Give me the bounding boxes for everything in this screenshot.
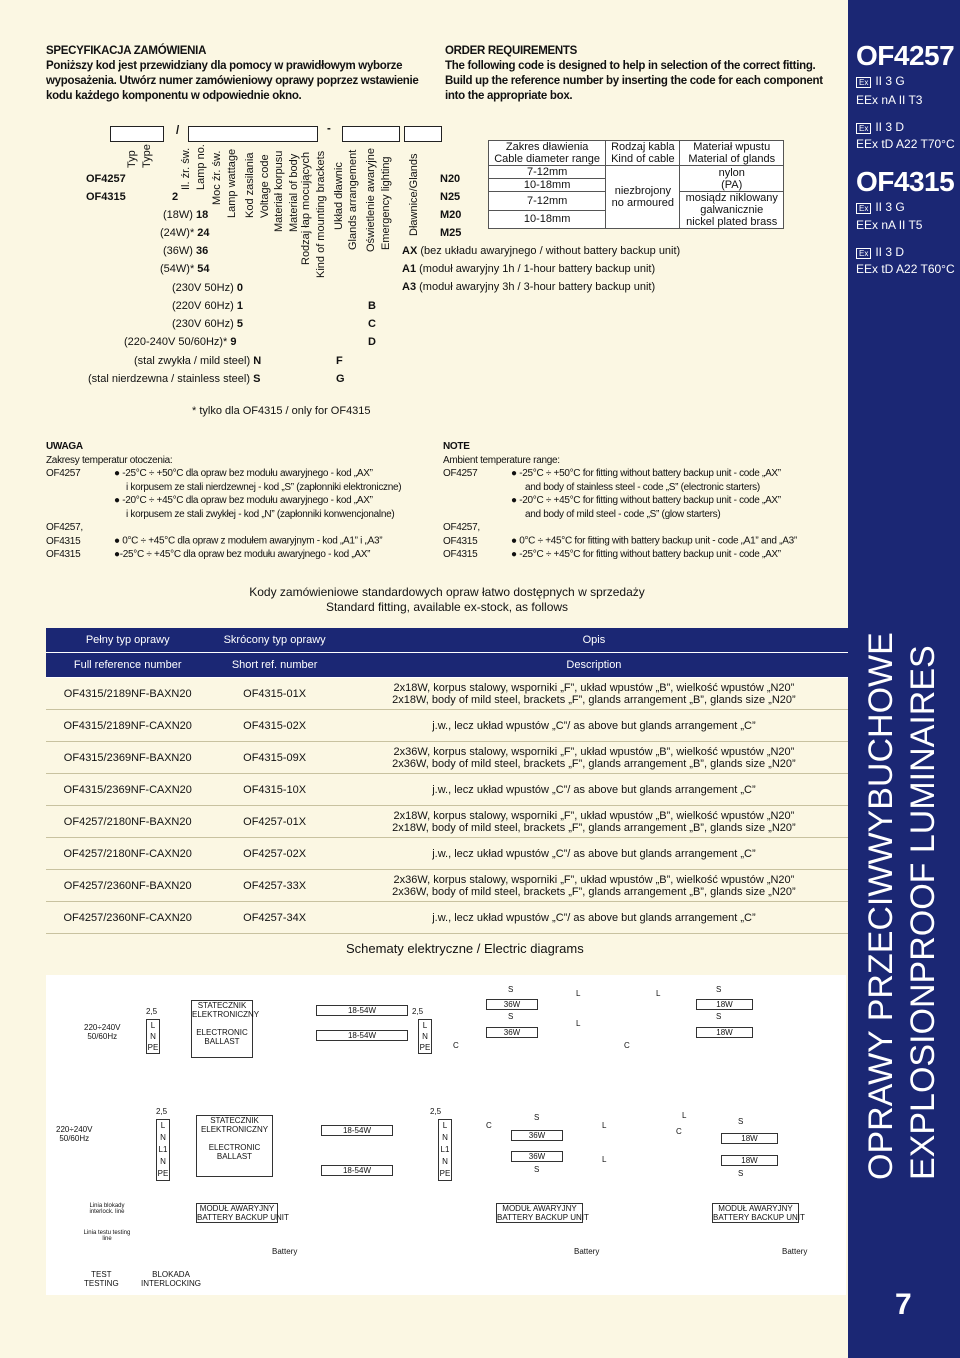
glands-arr-option: C [368, 318, 376, 330]
atex-line: EEx nA II T5 [856, 218, 923, 232]
bracket-option: F [336, 355, 343, 367]
terminal-block: L N L1 N PE [156, 1119, 170, 1181]
emergency-option: AX (bez układu awaryjnego / without battery backup unit) [402, 245, 681, 257]
col-header: Materiał korpusu [273, 150, 285, 232]
spec-pl-title: SPECYFIKACJA ZAMÓWIENIA [46, 45, 207, 57]
std-th: Skrócony typ oprawy [209, 628, 339, 653]
note-line: OF4257, OF4315 ● 0°C ÷ +45°C for fitting with battery backup unit - code „A1” and „A3” [443, 522, 797, 547]
code-box-emergency [342, 126, 400, 142]
spec-pl-body: Poniższy kod jest przewidziany dla pomocy w prawidłowym wyborze wyposażenia. Utwórz numer zamówieniowy oprawy poprzez wstawienie kodu każdego komponentu w odpowiednie okno. [46, 60, 419, 102]
gland-range: 7-12mm [489, 166, 606, 179]
watt-option: (24W)* 24 [160, 227, 210, 239]
col-header: Lamp wattage [226, 148, 238, 218]
diagrams-area [46, 975, 846, 1295]
col-header: Kod zasilania [244, 152, 256, 218]
atex-line: Ex II 3 D [856, 120, 904, 134]
backup-module: MODUŁ AWARYJNY BATTERY BACKUP UNIT [197, 1204, 289, 1222]
col-header: Type [141, 144, 153, 168]
choke-label: L [576, 1019, 581, 1028]
type-label: OF4257 [86, 173, 126, 185]
choke-label: L [656, 989, 661, 998]
atex-line: EEx tD A22 T70°C [856, 137, 955, 151]
terminal-block: L N PE [147, 1021, 159, 1052]
capacitor-label: C [624, 1041, 630, 1050]
code-slash: / [176, 125, 180, 137]
notes-en-title: NOTE [443, 441, 470, 452]
lamp-tube: 18-54W [316, 1030, 408, 1041]
atex-line: Ex II 3 G [856, 74, 905, 88]
note-line: ● -20°C ÷ +45°C for fitting without battery backup unit - code „AX” [511, 495, 781, 506]
terminal-size: 2,5 [430, 1107, 442, 1116]
backup-module: MODUŁ AWARYJNY BATTERY BACKUP UNIT [713, 1204, 805, 1222]
supply-label: 220÷240V 50/60Hz [56, 1125, 93, 1143]
lamp-tube: 18W [721, 1155, 778, 1166]
code-box-main [188, 126, 318, 142]
choke-label: L [682, 1111, 687, 1120]
ballast-box: STATECZNIK ELEKTRONICZNY ELECTRONIC BALLAST [191, 1000, 253, 1058]
sidebar-title-of4315: OF4315 [856, 166, 955, 197]
voltage-option: (230V 60Hz) 5 [172, 318, 243, 330]
choke-label: L [576, 989, 581, 998]
type-value: 2 [172, 191, 179, 203]
note-line: OF4257 ● -25°C ÷ +50°C dla opraw bez modułu awaryjnego - kod „AX” [46, 468, 373, 479]
starter-label: S [534, 1165, 540, 1174]
backup-module: MODUŁ AWARYJNY BATTERY BACKUP UNIT [497, 1204, 589, 1222]
std-table [46, 628, 848, 934]
col-header: Voltage code [259, 154, 271, 218]
ex-icon: Ex [856, 203, 871, 214]
std-th: Opis [340, 628, 848, 653]
gland-mat: nylon (PA) [680, 166, 784, 192]
note-line: OF4257 ● -25°C ÷ +50°C for fitting without battery backup unit - code „AX” [443, 468, 781, 479]
capacitor-label: C [486, 1121, 492, 1130]
bracket-option: G [336, 373, 345, 385]
std-th: Short ref. number [209, 653, 339, 678]
battery-label: Battery [574, 1247, 600, 1256]
table-row: OF4315/2369NF-CAXN20 OF4315-10X j.w., lecz układ wpustów „C”/ as above but glands arrangement „C” [46, 774, 848, 806]
interlock-line-label: Linia blokady interlock. line [89, 1203, 125, 1215]
choke-label: L [602, 1121, 607, 1130]
table-row: OF4315/2189NF-BAXN20 OF4315-01X 2x18W, korpus stalowy, wsporniki „F”, układ wpustów „B”, wielkość wpustów „N20” 2x18W, body of mild steel, brackets „F”, glands arrangement „B”, glands size „N20” [46, 678, 848, 710]
lamp-tube: 18W [696, 1027, 753, 1038]
table-row: OF4315/2369NF-BAXN20 OF4315-09X 2x36W, korpus stalowy, wsporniki „F”, układ wpustów „B”, wielkość wpustów „N20” 2x36W, body of mild steel, brackets „F”, glands arrangement „B”, glands size „N20” [46, 742, 848, 774]
voltage-option: (220-240V 50/60Hz)* 9 [124, 336, 237, 348]
note-line: OF4315 ●-25°C ÷ +45°C dla opraw bez modułu awaryjnego - kod „AX” [46, 549, 371, 560]
std-title-en: Standard fitting, available ex-stock, as follows [325, 600, 569, 614]
gland-th: Materiał wpustu Material of glands [680, 141, 784, 166]
note-line: i korpusem ze stali nierdzewnej - kod „S” (zapłonniki elektroniczne) [126, 481, 402, 493]
vertical-title-pl: OPRAWY PRZECIWWYBUCHOWE [862, 632, 900, 1180]
gland-code: M20 [440, 209, 462, 221]
battery-label: Battery [782, 1247, 808, 1256]
code-box-type [110, 126, 164, 142]
footnote: * tylko dla OF4315 / only for OF4315 [192, 405, 371, 417]
test-label: TEST TESTING [84, 1270, 119, 1288]
starter-label: S [534, 1113, 540, 1122]
atex-line: EEx nA II T3 [856, 93, 923, 107]
gland-th: Rodzaj kabla Kind of cable [606, 141, 680, 166]
note-line: OF4315 ● -25°C ÷ +45°C for fitting without battery backup unit - code „AX” [443, 549, 781, 560]
ex-icon: Ex [856, 248, 871, 259]
code-box-glands [404, 126, 442, 142]
std-title-pl: Kody zamówieniowe standardowych opraw łatwo dostępnych w sprzedaży [249, 585, 645, 599]
gland-range: 7-12mm [489, 192, 606, 211]
starter-label: S [738, 1117, 744, 1126]
atex-line: Ex II 3 G [856, 200, 905, 214]
vertical-title [860, 632, 944, 1180]
notes-pl [46, 440, 431, 562]
gland-table [488, 140, 784, 229]
std-th: Full reference number [46, 653, 209, 678]
lamp-tube: 18-54W [321, 1165, 393, 1176]
terminal-size: 2,5 [412, 1007, 424, 1016]
lamp-tube: 18-54W [321, 1125, 393, 1136]
note-line: and body of stainless steel - code „S” (electronic starters) [525, 481, 760, 493]
col-header: Material of body [288, 153, 300, 232]
terminal-size: 2,5 [146, 1007, 158, 1016]
col-header: Moc źr. św. [211, 150, 223, 205]
lamp-tube: 18-54W [316, 1005, 408, 1016]
lamp-tube: 18W [721, 1133, 778, 1144]
emergency-option: A1 (moduł awaryjny 1h / 1-hour battery backup unit) [402, 263, 656, 275]
starter-label: S [716, 985, 722, 994]
col-header: Dławnice/Glands [408, 153, 420, 236]
watt-option: (36W) 36 [163, 245, 209, 257]
testing-line-label: Linia testu testing line [83, 1230, 131, 1242]
supply-label: 220÷240V 50/60Hz [84, 1023, 121, 1041]
col-header: Glands arrangement [347, 149, 359, 250]
lamp-tube: 18W [696, 999, 753, 1010]
note-line: OF4257, OF4315 ● 0°C ÷ +45°C dla opraw z modułem awaryjnym - kod „A1” i „A3” [46, 522, 383, 547]
sidebar-title-of4257: OF4257 [856, 40, 955, 71]
col-header: Oświetlenie awaryjne [365, 148, 377, 252]
starter-label: S [508, 985, 514, 994]
watt-option: (18W) 18 [163, 209, 209, 221]
choke-label: L [602, 1155, 607, 1164]
col-header: Emergency lighting [380, 156, 392, 250]
notes-en-sub: Ambient temperature range: [443, 454, 560, 466]
atex-line: Ex II 3 D [856, 245, 904, 259]
terminal-block: L N PE [419, 1021, 431, 1052]
glands-arr-option: D [368, 336, 376, 348]
note-line: i korpusem ze stali zwykłej - kod „N” (zapłonniki konwencjonalne) [126, 508, 395, 520]
lamp-tube: 36W [486, 1027, 538, 1038]
notes-pl-title: UWAGA [46, 441, 83, 452]
body-option: (stal nierdzewna / stainless steel) S [88, 373, 261, 385]
gland-mat: mosiądz niklowany galwanicznie nickel plated brass [680, 192, 784, 229]
lamp-tube: 36W [511, 1151, 563, 1162]
gland-code: M25 [440, 227, 462, 239]
starter-label: S [716, 1012, 722, 1021]
table-row: OF4257/2180NF-BAXN20 OF4257-01X 2x18W, korpus stalowy, wsporniki „F”, układ wpustów „B”, wielkość wpustów „N20” 2x18W, body of mild steel, brackets „F”, glands arrangement „B”, glands size „N20” [46, 806, 848, 838]
gland-range: 10-18mm [489, 179, 606, 192]
gland-cable: niezbrojony no armoured [606, 166, 680, 229]
interlock-label: BLOKADA INTERLOCKING [141, 1270, 202, 1288]
spec-en [445, 44, 830, 104]
col-header: Typ [126, 150, 138, 168]
spec-en-body: The following code is designed to help in selection of the correct fitting. Build up the reference number by inserting the code for each component into the appropriate box. [445, 60, 823, 102]
notes-en [443, 440, 843, 562]
capacitor-label: C [453, 1041, 459, 1050]
page-number: 7 [895, 1288, 912, 1321]
gland-code: N20 [440, 173, 461, 185]
battery-label: Battery [272, 1247, 298, 1256]
table-row: OF4257/2180NF-CAXN20 OF4257-02X j.w., lecz układ wpustów „C”/ as above but glands arrangement „C” [46, 838, 848, 870]
vertical-title-en: EXPLOSIONPROOF LUMINAIRES [904, 645, 942, 1180]
starter-label: S [508, 1012, 514, 1021]
spec-en-title: ORDER REQUIREMENTS [445, 45, 577, 57]
gland-th: Zakres dławienia Cable diameter range [489, 141, 606, 166]
glands-arr-option: B [368, 300, 376, 312]
type-label: OF4315 [86, 191, 126, 203]
gland-range: 10-18mm [489, 210, 606, 229]
col-header: Il. źr. św. [180, 147, 192, 190]
lamp-tube: 36W [511, 1130, 563, 1141]
voltage-option: (220V 60Hz) 1 [172, 300, 243, 312]
ballast-box: STATECZNIK ELEKTRONICZNY ELECTRONIC BALLAST [196, 1115, 273, 1177]
std-th: Description [340, 653, 848, 678]
col-header: Układ dławnic [333, 162, 345, 230]
note-line: ● -20°C ÷ +45°C dla opraw bez modułu awaryjnego - kod „AX” [114, 495, 373, 506]
capacitor-label: C [676, 1127, 682, 1136]
col-header: Rodzaj łap mocujących [300, 151, 312, 265]
ex-icon: Ex [856, 77, 871, 88]
voltage-option: (230V 50Hz) 0 [172, 282, 243, 294]
code-dash: - [327, 123, 331, 135]
diagrams-title: Schematy elektryczne / Electric diagrams [346, 941, 584, 956]
spec-pl [46, 44, 426, 104]
starter-label: S [738, 1169, 744, 1178]
table-row: OF4257/2360NF-BAXN20 OF4257-33X 2x36W, korpus stalowy, wsporniki „F”, układ wpustów „B”, wielkość wpustów „N20” 2x36W, body of mild steel, brackets „F”, glands arrangement „B”, glands size „N20” [46, 870, 848, 902]
gland-code: N25 [440, 191, 461, 203]
watt-option: (54W)* 54 [160, 263, 210, 275]
table-row: OF4257/2360NF-CAXN20 OF4257-34X j.w., lecz układ wpustów „C”/ as above but glands arrangement „C” [46, 902, 848, 934]
terminal-block: L N L1 N PE [438, 1119, 452, 1181]
col-header: Lamp no. [195, 144, 207, 190]
lamp-tube: 36W [486, 999, 538, 1010]
notes-pl-sub: Zakresy temperatur otoczenia: [46, 454, 173, 466]
emergency-option: A3 (moduł awaryjny 3h / 3-hour battery backup unit) [402, 281, 656, 293]
note-line: and body of mild steel - code „S” (glow starters) [525, 508, 721, 520]
body-option: (stal zwykła / mild steel) N [134, 355, 262, 367]
std-title [46, 585, 848, 615]
ex-icon: Ex [856, 123, 871, 134]
terminal-size: 2,5 [156, 1107, 168, 1116]
col-header: Kind of mounting brackets [315, 150, 327, 278]
std-th: Pełny typ oprawy [46, 628, 209, 653]
atex-line: EEx tD A22 T60°C [856, 262, 955, 276]
table-row: OF4315/2189NF-CAXN20 OF4315-02X j.w., lecz układ wpustów „C”/ as above but glands arrangement „C” [46, 710, 848, 742]
